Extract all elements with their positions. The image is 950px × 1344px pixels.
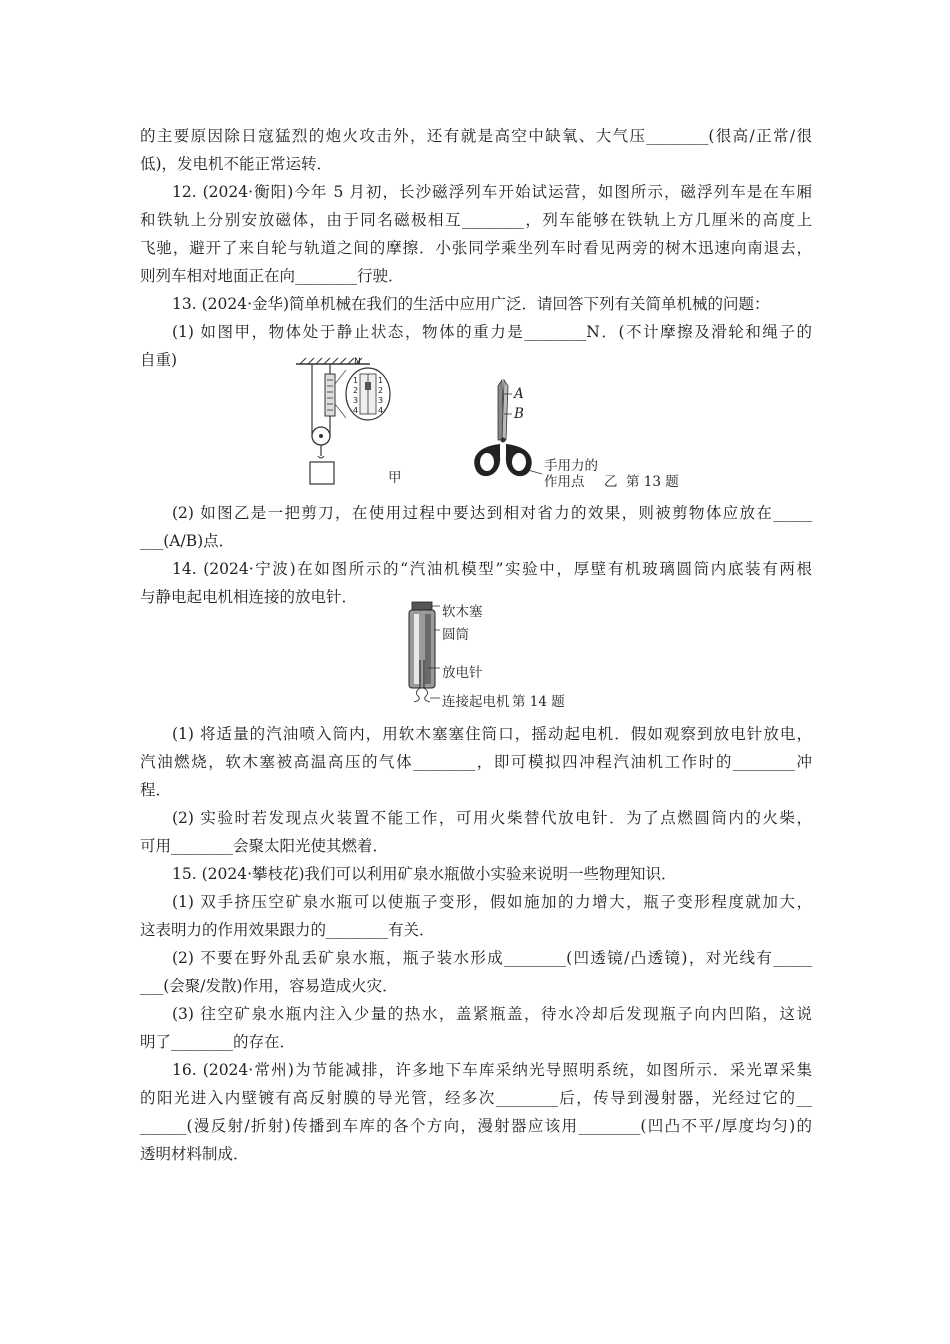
figure-13-drawing <box>290 356 710 488</box>
question-12-title: 12. (2024·衡阳)今年 5 月初，长沙磁浮列车开始试运营，如图所示，磁浮列车是在车厢 <box>172 183 812 201</box>
scale-unit-label: N <box>354 357 361 367</box>
figure-14-drawing <box>404 600 444 705</box>
figure-14 <box>404 600 444 705</box>
text-line: 透明材料制成． <box>140 1145 249 1163</box>
question-14-title: 14. (2024·宁波)在如图所示的“汽油机模型”实验中，厚壁有机玻璃圆筒内底装有两根 <box>172 560 812 578</box>
figure-label-yi: 乙 <box>604 474 618 490</box>
scale-tick-label: 3 <box>378 396 384 405</box>
text-line: 明了________的存在． <box>140 1033 296 1051</box>
figure-13 <box>290 356 710 488</box>
text-line: 则列车相对地面正在向________行驶． <box>140 267 404 285</box>
needle-label: 放电针 <box>442 665 483 681</box>
text-line: (1) 如图甲，物体处于静止状态，物体的重力是________N．(不计摩擦及滑轮和绳子的 <box>172 323 812 341</box>
question-13-title: 13. (2024·金华)简单机械在我们的生活中应用广泛．请回答下列有关简单机械的问题： <box>172 295 770 313</box>
text-line: 与静电起电机相连接的放电针． <box>140 588 358 606</box>
hand-force-label: 手用力的 <box>544 458 598 474</box>
scale-tick-label: 4 <box>353 406 359 415</box>
text-line: (2) 不要在野外乱丢矿泉水瓶，瓶子装水形成________(凹透镜/凸透镜)，对光线有_____ <box>172 949 812 967</box>
text-line: ___(A/B)点． <box>140 532 235 550</box>
text-line: (2) 实验时若发现点火装置不能工作，可用火柴替代放电针．为了点燃圆筒内的火柴， <box>172 809 812 827</box>
connect-label: 连接起电机 <box>442 694 510 710</box>
cylinder-label: 圆筒 <box>442 627 469 643</box>
text-line: 自重) <box>140 351 178 369</box>
text-line: 程． <box>140 781 172 799</box>
point-b-label: B <box>514 406 524 422</box>
text-line: (1) 双手挤压空矿泉水瓶可以使瓶子变形，假如施加的力增大，瓶子变形程度就加大， <box>172 893 812 911</box>
text-line: (3) 往空矿泉水瓶内注入少量的热水，盖紧瓶盖，待水冷却后发现瓶子向内凹陷，这说 <box>172 1005 812 1023</box>
text-line: 汽油燃烧，软木塞被高温高压的气体________，即可模拟四冲程汽油机工作时的________冲 <box>140 753 812 771</box>
text-line: 和铁轨上分别安放磁体，由于同名磁极相互________，列车能够在铁轨上方几厘米的高度上 <box>140 211 812 229</box>
scale-tick-label: 1 <box>353 376 359 385</box>
text-line: (1) 将适量的汽油喷入筒内，用软木塞塞住筒口，摇动起电机．假如观察到放电针放电， <box>172 725 812 743</box>
text-line: ______(漫反射/折射)传播到车库的各个方向，漫射器应该用________(凹凸不平/厚度均匀)的 <box>140 1117 812 1135</box>
text-line: 的主要原因除日寇猛烈的炮火攻击外，还有就是高空中缺氧、大气压________(很高/正常/很 <box>140 127 812 145</box>
figure-13-caption: 第 13 题 <box>626 474 679 490</box>
point-a-label: A <box>514 386 524 402</box>
text-line: 的阳光进入内壁镀有高反射膜的导光管，经多次________后，传导到漫射器，光经过它的__ <box>140 1089 812 1107</box>
text-line: 这表明力的作用效果跟力的________有关． <box>140 921 435 939</box>
question-15-title: 15. (2024·攀枝花)我们可以利用矿泉水瓶做小实验来说明一些物理知识． <box>172 865 677 883</box>
text-line: 低)，发电机不能正常运转． <box>140 155 333 173</box>
hand-force-label: 作用点 <box>544 474 585 490</box>
figure-label-jia: 甲 <box>388 470 402 486</box>
scale-tick-label: 2 <box>378 386 384 395</box>
text-line: 可用________会聚太阳光使其燃着． <box>140 837 389 855</box>
figure-14-caption: 第 14 题 <box>512 694 565 710</box>
text-line: 飞驰，避开了来自轮与轨道之间的摩擦．小张同学乘坐列车时看见两旁的树木迅速向南退去， <box>140 239 812 257</box>
text-line: (2) 如图乙是一把剪刀，在使用过程中要达到相对省力的效果，则被剪物体应放在_____ <box>172 504 812 522</box>
scale-tick-label: 3 <box>353 396 359 405</box>
cork-label: 软木塞 <box>442 604 483 620</box>
question-16-title: 16. (2024·常州)为节能减排，许多地下车库采纳光导照明系统，如图所示．采光罩采集 <box>172 1061 812 1079</box>
scale-tick-label: 2 <box>353 386 359 395</box>
scale-tick-label: 1 <box>378 376 384 385</box>
scale-tick-label: 4 <box>378 406 384 415</box>
text-line: ___(会聚/发散)作用，容易造成火灾． <box>140 977 398 995</box>
